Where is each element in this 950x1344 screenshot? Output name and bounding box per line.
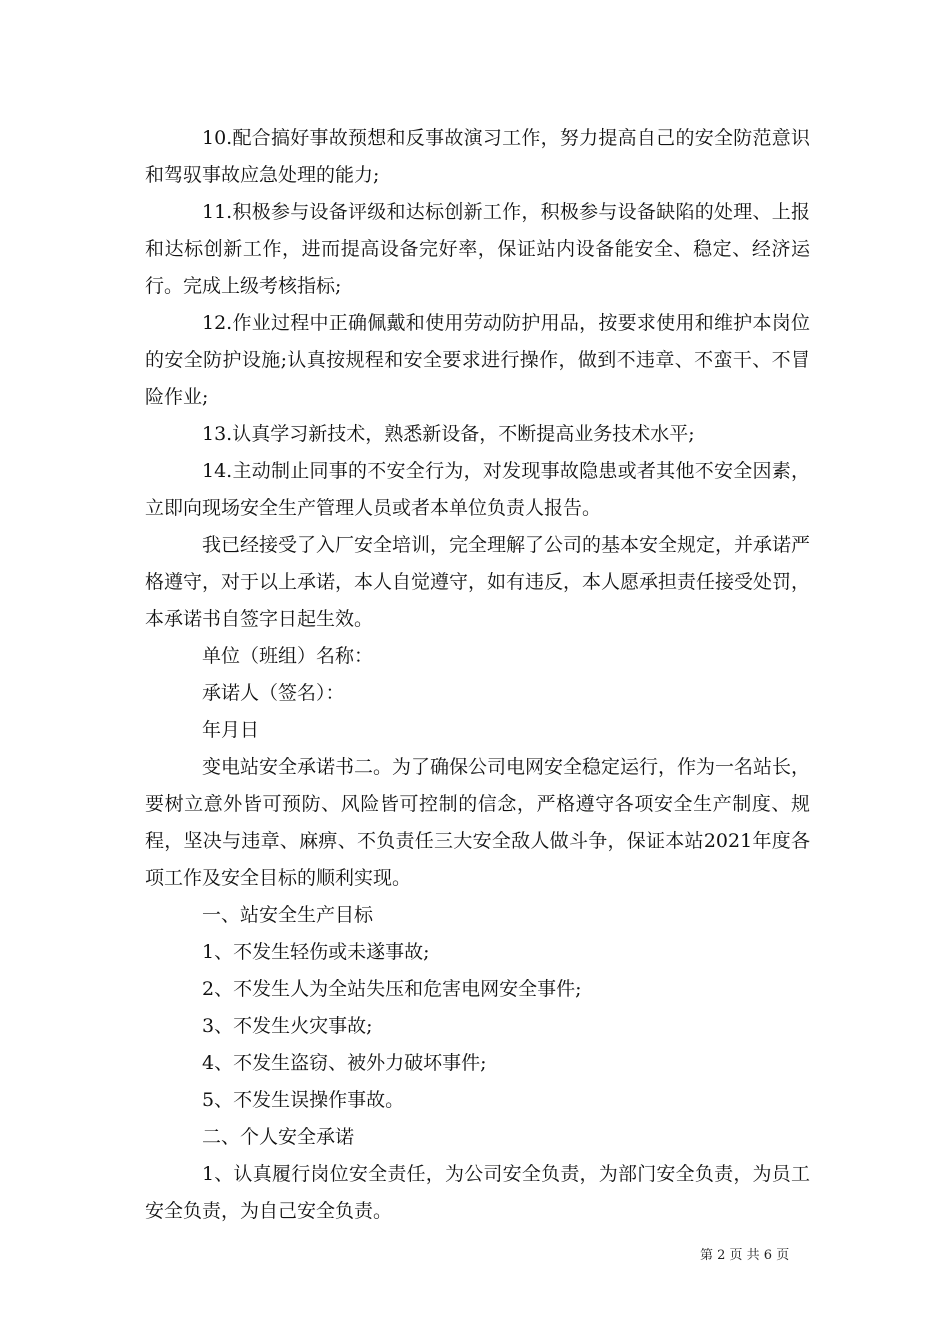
page-number-footer: 第 2 页 共 6 页 (700, 1248, 790, 1263)
goal-item: 5、不发生误操作事故。 (202, 1089, 405, 1111)
paragraph-item-11: 11.积极参与设备评级和达标创新工作，积极参与设备缺陷的处理、上报和达标创新工作，进而提高设备完好率，保证站内设备能安全、稳定、经济运行。完成上级考核指标; (145, 201, 810, 297)
document-body (145, 120, 810, 1230)
date-label: 年月日 (202, 719, 260, 741)
goal-item: 3、不发生火灾事故; (202, 1015, 373, 1037)
goal-item: 4、不发生盗窃、被外力破坏事件; (202, 1052, 487, 1074)
personal-promise-item: 1、认真履行岗位安全责任，为公司安全负责，为部门安全负责，为员工安全负责，为自己安全负责。 (145, 1163, 810, 1222)
unit-name-label: 单位（班组）名称： (202, 645, 374, 667)
commitment-statement: 我已经接受了入厂安全培训，完全理解了公司的基本安全规定，并承诺严格遵守，对于以上承诺，本人自觉遵守，如有违反，本人愿承担责任接受处罚，本承诺书自签字日起生效。 (145, 534, 811, 630)
section-one-title: 一、站安全生产目标 (202, 904, 374, 926)
substation-commitment-two-intro: 变电站安全承诺书二。为了确保公司电网安全稳定运行，作为一名站长，要树立意外皆可预防、风险皆可控制的信念，严格遵守各项安全生产制度、规程，坚决与违章、麻痹、不负责任三大安全敌人做斗争，保证本站2021年度各项工作及安全目标的顺利实现。 (145, 756, 811, 889)
signer-label: 承诺人（签名）： (202, 682, 345, 704)
paragraph-item-14: 14.主动制止同事的不安全行为，对发现事故隐患或者其他不安全因素，立即向现场安全生产管理人员或者本单位负责人报告。 (145, 460, 810, 519)
paragraph-item-12: 12.作业过程中正确佩戴和使用劳动防护用品，按要求使用和维护本岗位的安全防护设施;认真按规程和安全要求进行操作，做到不违章、不蛮干、不冒险作业; (145, 312, 810, 408)
goal-item: 2、不发生人为全站失压和危害电网安全事件; (202, 978, 582, 1000)
section-two-title: 二、个人安全承诺 (202, 1126, 355, 1148)
paragraph-item-13: 13.认真学习新技术，熟悉新设备，不断提高业务技术水平; (202, 423, 695, 445)
goal-item: 1、不发生轻伤或未遂事故; (202, 941, 430, 963)
paragraph-item-10: 10.配合搞好事故预想和反事故演习工作，努力提高自己的安全防范意识和驾驭事故应急处理的能力; (145, 127, 810, 186)
